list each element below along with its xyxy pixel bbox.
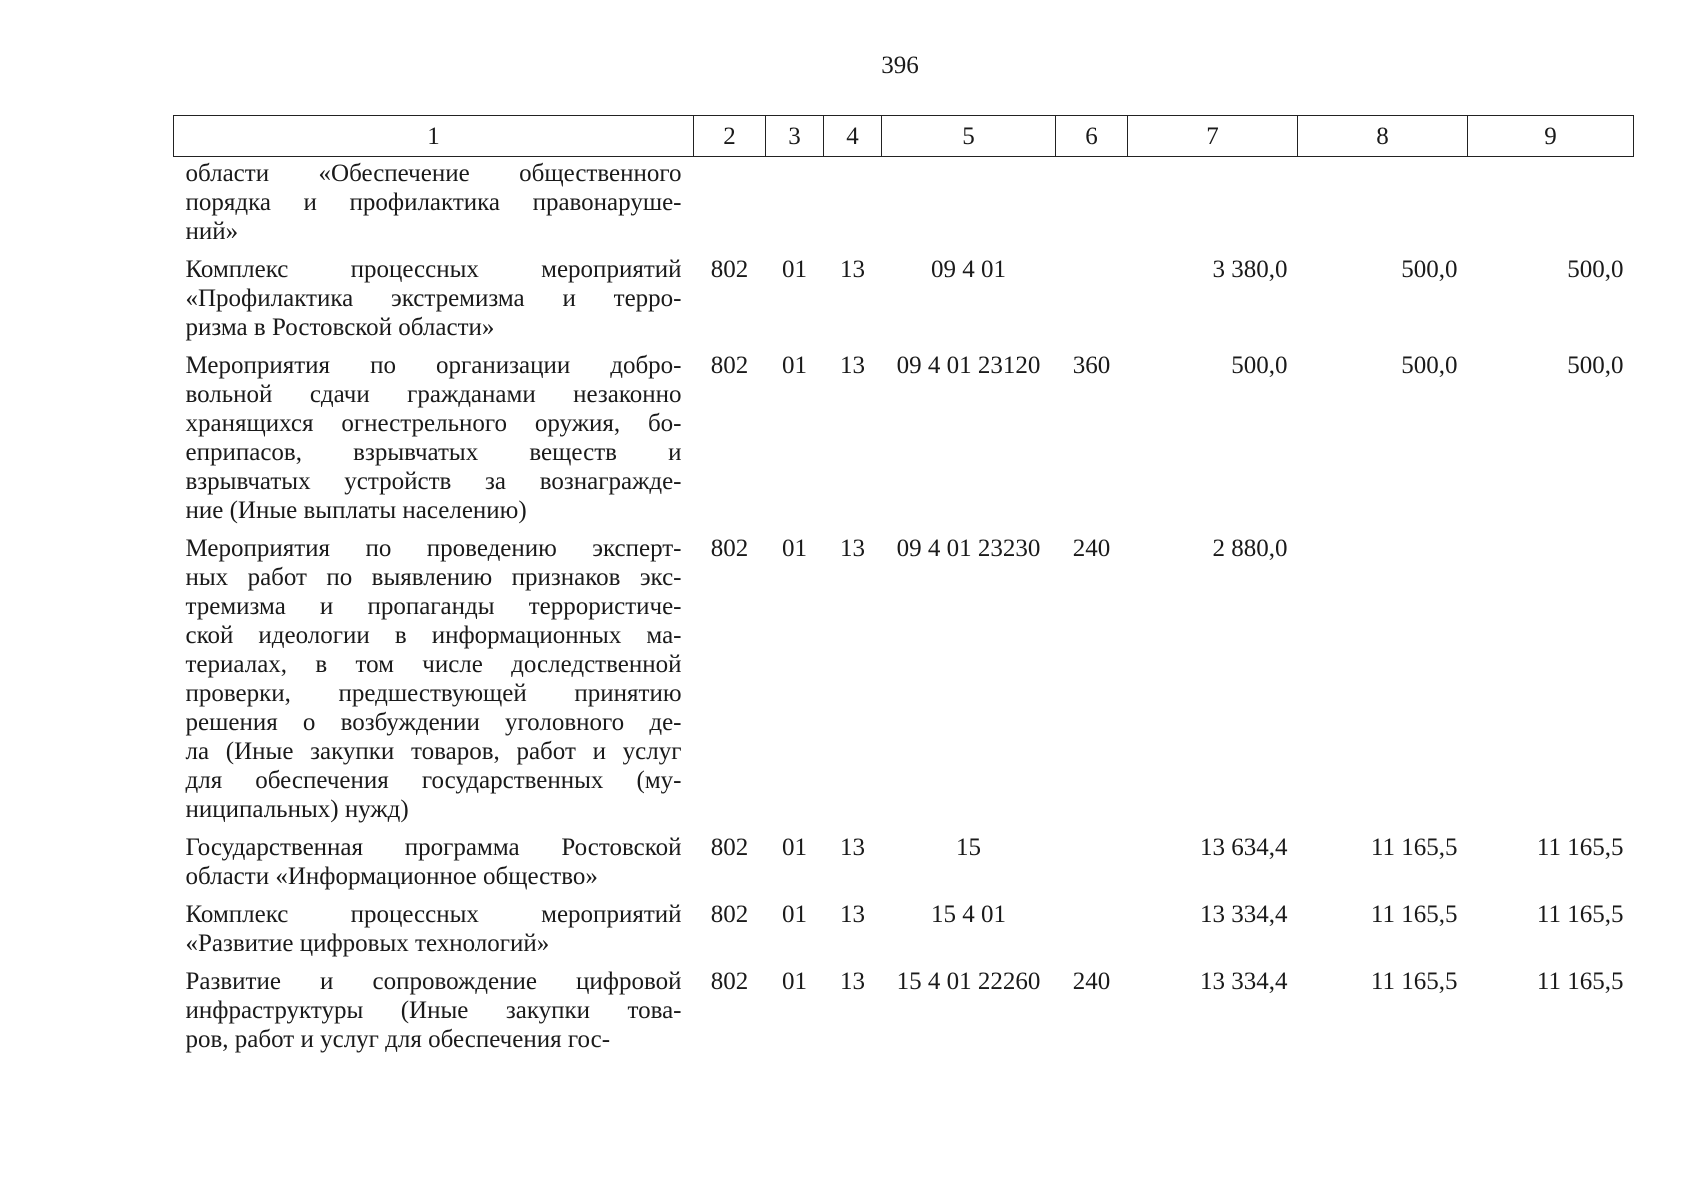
amount-year-2: 11 165,5: [1370, 968, 1458, 995]
description-line: области «Информационное общество»: [185, 863, 598, 890]
section-code: 01: [782, 968, 807, 995]
target-article-code: [882, 157, 1056, 247]
subsection-code: 13: [840, 256, 865, 283]
expense-type-code: 240: [1072, 535, 1111, 562]
description-line: Мероприятия по организации добро-: [185, 352, 682, 379]
description-line: ров, работ и услуг для обеспечения гос-: [185, 1026, 611, 1053]
ministry-code: [694, 157, 766, 247]
target-article-code: 15: [956, 834, 981, 861]
header-cell: 5: [882, 116, 1056, 157]
amount-year-1: 13 334,4: [1200, 901, 1288, 928]
row-description: [174, 246, 694, 342]
amount-year-3: 11 165,5: [1536, 834, 1624, 861]
description-line: области «Обеспечение общественного: [185, 160, 682, 187]
description-line: Государственная программа Ростовской: [185, 834, 682, 861]
expense-type-code: 240: [1072, 968, 1111, 995]
amount-year-3: 500,0: [1567, 352, 1624, 379]
header-cell: 6: [1056, 116, 1128, 157]
section-code: 01: [782, 834, 807, 861]
row-description: [174, 157, 694, 247]
description-line: ных работ по выявлению признаков экс-: [185, 564, 682, 591]
subsection-code: 13: [840, 352, 865, 379]
row-description: [174, 958, 694, 1054]
header-cell: 9: [1468, 116, 1634, 157]
target-article-code: 15 4 01 22260: [896, 968, 1041, 995]
ministry-code: 802: [710, 256, 749, 283]
description-line: вольной сдачи гражданами незаконно: [185, 381, 682, 408]
amount-year-2: [1298, 525, 1468, 824]
subsection-code: 13: [840, 834, 865, 861]
header-cell: 1: [174, 116, 694, 157]
target-article-code: 15 4 01: [931, 901, 1006, 928]
description-line: решения о возбуждении уголовного де-: [185, 709, 682, 736]
expense-type-code: [1056, 157, 1128, 247]
row-description: [174, 824, 694, 891]
header-cell: 3: [766, 116, 824, 157]
target-article-code: 09 4 01 23120: [896, 352, 1041, 379]
header-cell: 7: [1128, 116, 1298, 157]
description-line: ской идеологии в информационных ма-: [185, 622, 682, 649]
description-line: «Развитие цифровых технологий»: [185, 930, 550, 957]
description-line: взрывчатых устройств за вознагражде-: [185, 468, 682, 495]
header-cell: 8: [1298, 116, 1468, 157]
amount-year-2: [1298, 157, 1468, 247]
description-line: еприпасов, взрывчатых веществ и: [185, 439, 682, 466]
table-row: [174, 342, 1634, 525]
description-line: Комплекс процессных мероприятий: [185, 901, 682, 928]
amount-year-3: 11 165,5: [1536, 968, 1624, 995]
description-line: проверки, предшествующей принятию: [185, 680, 682, 707]
amount-year-2: 11 165,5: [1370, 834, 1458, 861]
budget-table: [173, 115, 1634, 1054]
amount-year-2: 500,0: [1401, 352, 1458, 379]
amount-year-3: 500,0: [1567, 256, 1624, 283]
description-line: Мероприятия по проведению эксперт-: [185, 535, 682, 562]
description-line: ние (Иные выплаты населению): [185, 497, 527, 524]
expense-type-code: [1056, 891, 1128, 958]
description-line: Комплекс процессных мероприятий: [185, 256, 682, 283]
header-cell: 4: [824, 116, 882, 157]
subsection-code: 13: [840, 535, 865, 562]
target-article-code: 09 4 01 23230: [896, 535, 1041, 562]
amount-year-3: [1468, 157, 1634, 247]
section-code: 01: [782, 535, 807, 562]
target-article-code: 09 4 01: [931, 256, 1006, 283]
ministry-code: 802: [710, 834, 749, 861]
amount-year-1: 13 634,4: [1200, 834, 1288, 861]
table-row: [174, 958, 1634, 1054]
expense-type-code: [1056, 246, 1128, 342]
amount-year-1: 13 334,4: [1200, 968, 1288, 995]
header-row: [174, 116, 1634, 157]
subsection-code: 13: [840, 901, 865, 928]
amount-year-1: [1128, 157, 1298, 247]
row-description: [174, 342, 694, 525]
description-line: ниципальных) нужд): [185, 796, 409, 823]
table-row: [174, 891, 1634, 958]
section-code: 01: [782, 352, 807, 379]
description-line: ла (Иные закупки товаров, работ и услуг: [185, 738, 682, 765]
description-line: для обеспечения государственных (му-: [185, 767, 682, 794]
description-line: ний»: [185, 218, 239, 245]
subsection-code: 13: [840, 968, 865, 995]
section-code: 01: [782, 256, 807, 283]
ministry-code: 802: [710, 968, 749, 995]
table-row: [174, 525, 1634, 824]
description-line: хранящихся огнестрельного оружия, бо-: [185, 410, 682, 437]
ministry-code: 802: [710, 535, 749, 562]
header-cell: 2: [694, 116, 766, 157]
table-row: [174, 157, 1634, 247]
amount-year-1: 2 880,0: [1212, 535, 1288, 562]
description-line: «Профилактика экстремизма и терро-: [185, 285, 682, 312]
ministry-code: 802: [710, 352, 749, 379]
amount-year-1: 500,0: [1231, 352, 1288, 379]
amount-year-3: [1468, 525, 1634, 824]
ministry-code: 802: [710, 901, 749, 928]
description-line: ризма в Ростовской области»: [185, 314, 495, 341]
table-row: [174, 246, 1634, 342]
description-line: териалах, в том числе доследственной: [185, 651, 682, 678]
row-description: [174, 891, 694, 958]
subsection-code: [824, 157, 882, 247]
description-line: порядка и профилактика правонаруше-: [185, 189, 682, 216]
description-line: тремизма и пропаганды террористиче-: [185, 593, 682, 620]
table-body: [174, 157, 1634, 1055]
amount-year-2: 11 165,5: [1370, 901, 1458, 928]
amount-year-1: 3 380,0: [1212, 256, 1288, 283]
expense-type-code: [1056, 824, 1128, 891]
description-line: Развитие и сопровождение цифровой: [185, 968, 682, 995]
amount-year-3: 11 165,5: [1536, 901, 1624, 928]
page-number: 396: [881, 52, 919, 79]
row-description: [174, 525, 694, 824]
table-row: [174, 824, 1634, 891]
expense-type-code: 360: [1072, 352, 1111, 379]
description-line: инфраструктуры (Иные закупки това-: [185, 997, 682, 1024]
section-code: 01: [782, 901, 807, 928]
amount-year-2: 500,0: [1401, 256, 1458, 283]
section-code: [766, 157, 824, 247]
